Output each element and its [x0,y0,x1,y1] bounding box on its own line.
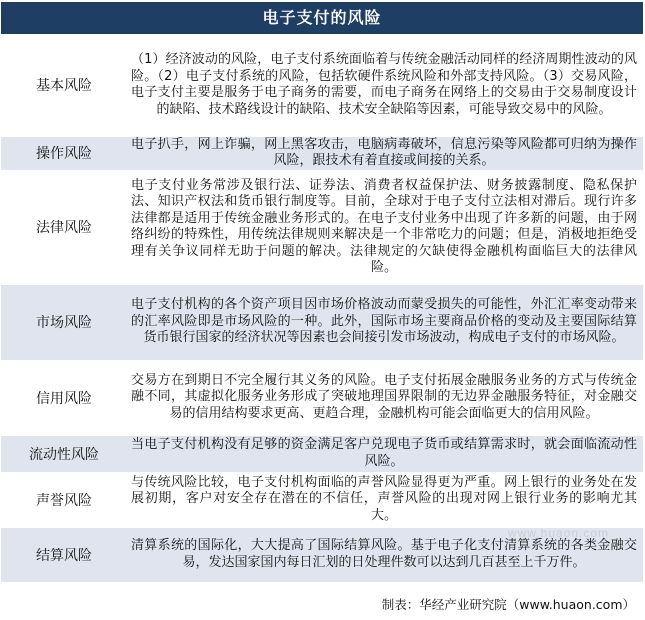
risk-name: 市场风险 [1,284,127,360]
risk-description: 电子支付业务常涉及银行法、证券法、消费者权益保护法、财务披露制度、隐私保护法、知识产权法和货币银行制度等。目前，全球对于电子支付立法相对滞后。现行许多法律都是适用于传统金融业务形式的。在电子支付业务中出现了许多新的问题，由于网络纠纷的特殊性，用传统法律规则来解决是一个非常吃力的问题；但是，消极地拒绝受理有关争议同样无助于问题的解决。法律规定的欠缺使得金融机构面临巨大的法律风险。 [127,170,643,284]
risk-table [1,35,643,583]
risk-description: 当电子支付机构没有足够的资金满足客户兑现电子货币或结算需求时，就会面临流动性风险。 [127,435,643,472]
table-row [1,472,643,527]
table-row [1,170,643,284]
table-row [1,435,643,472]
table-row [1,35,643,136]
risk-description: 与传统风险比较，电子支付机构面临的声誉风险显得更为严重。网上银行的业务处在发展初期，客户对安全存在潜在的不信任，声誉风险的出现对网上银行业务的影响尤其大。 [127,472,643,527]
risk-name: 结算风险 [1,527,127,582]
risk-description: （1）经济波动的风险，电子支付系统面临着与传统金融活动同样的经济周期性波动的风险。（2）电子支付系统的风险，包括软硬件系统风险和外部支持风险。（3）交易风险，电子支付主要是服务于电子商务的需要，而电子商务在网络上的交易由于交易制度设计的缺陷、技术路线设计的缺陷、技术安全缺陷等因素，可能导致交易中的风险。 [127,35,643,136]
source-note: 制表：华经产业研究院（www.huaon.com） [381,597,635,612]
risk-name: 流动性风险 [1,435,127,472]
risk-description: 电子扒手，网上诈骗，网上黑客攻击，电脑病毒破坏，信息污染等风险都可归纳为操作风险，跟技术有着直接或间接的关系。 [127,136,643,170]
risk-name: 操作风险 [1,136,127,170]
table-row [1,136,643,170]
risk-name: 信用风险 [1,360,127,435]
risk-name: 声誉风险 [1,472,127,527]
table-row [1,284,643,360]
risk-name: 基本风险 [1,35,127,136]
table-row [1,360,643,435]
watermark: www.huaon.com [508,526,610,540]
table-title: 电子支付的风险 [1,2,643,34]
risk-description: 清算系统的国际化，大大提高了国际结算风险。基于电子化支付清算系统的各类金融交易，发达国家国内每日汇划的日处理件数可以达到几百甚至上千万件。 [127,527,643,582]
risk-description: 交易方在到期日不完全履行其义务的风险。电子支付拓展金融服务业务的方式与传统金融不同，其虚拟化服务业务形成了突破地理国界限制的无边界金融服务特征，对金融交易的信用结构要求更高、更趋合理，金融机构可能会面临更大的信用风险。 [127,360,643,435]
risk-description: 电子支付机构的各个资产项目因市场价格波动而蒙受损失的可能性，外汇汇率变动带来的汇率风险即是市场风险的一种。此外，国际市场主要商品价格的变动及主要国际结算货币银行国家的经济状况等因素也会间接引发市场波动，构成电子支付的市场风险。 [127,284,643,360]
risk-name: 法律风险 [1,170,127,284]
